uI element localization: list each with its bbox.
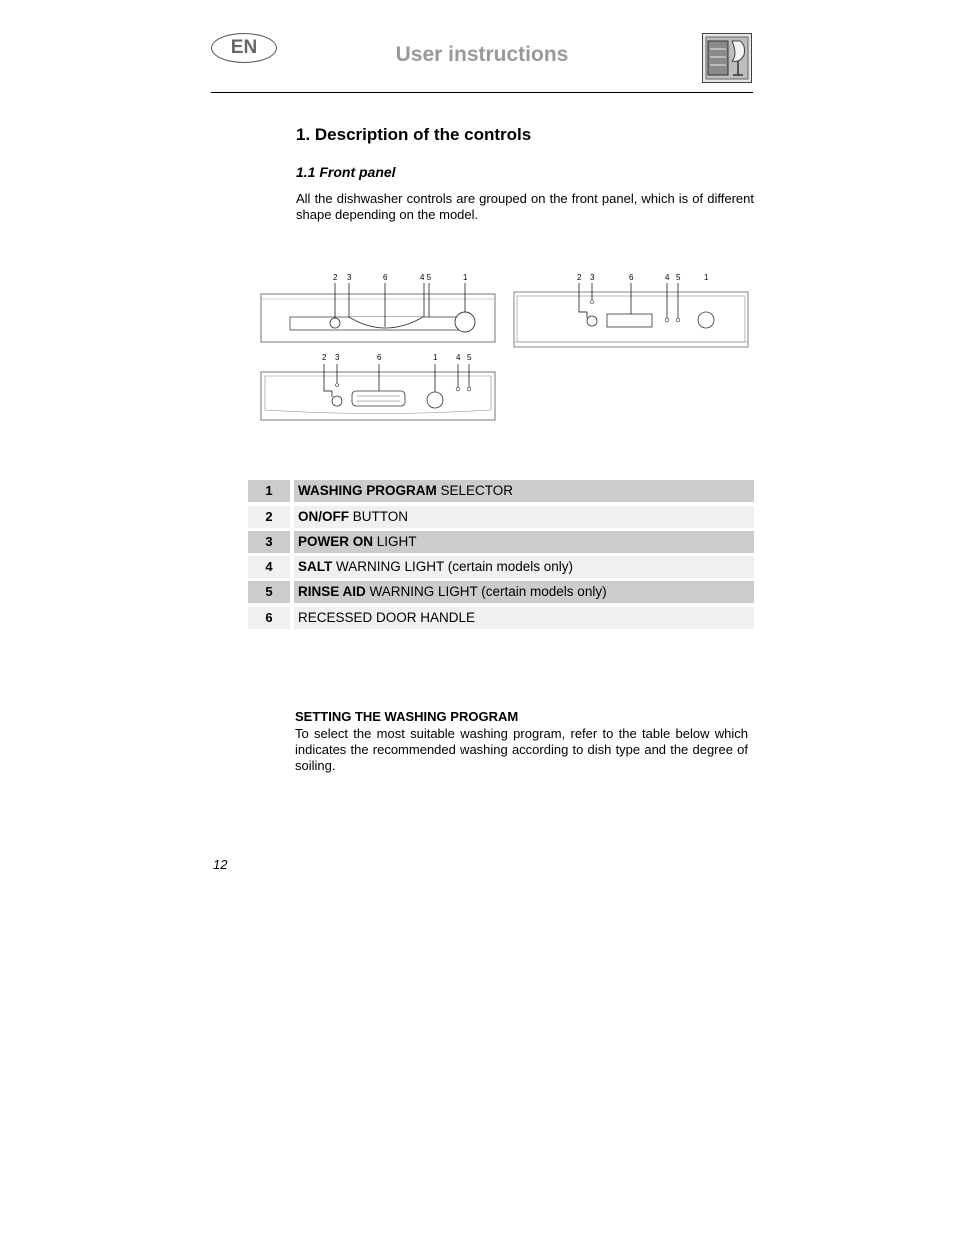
panel-a-label-6: 6 [383, 273, 388, 282]
page-header-title: User instructions [395, 43, 569, 66]
control-number: 6 [248, 607, 290, 629]
control-description: RINSE AID WARNING LIGHT (certain models only) [294, 581, 754, 603]
table-row [248, 607, 754, 629]
panel-c-label-4: 4 [456, 353, 461, 362]
control-number: 2 [248, 506, 290, 528]
control-number: 1 [248, 480, 290, 502]
panel-a-label-1: 1 [463, 273, 468, 282]
control-description: WASHING PROGRAM SELECTOR [294, 480, 754, 502]
table-row [248, 480, 754, 502]
control-number: 5 [248, 581, 290, 603]
control-description: ON/OFF BUTTON [294, 506, 754, 528]
washing-program-title: SETTING THE WASHING PROGRAM [295, 709, 519, 724]
table-row [248, 581, 754, 603]
panel-diagram-b [514, 273, 748, 347]
panel-c-label-6: 6 [377, 353, 382, 362]
panel-a-label-45: 4 5 [420, 273, 432, 282]
front-panel-diagrams [255, 265, 755, 425]
panel-c-label-5: 5 [467, 353, 472, 362]
section-heading: 1. Description of the controls [296, 125, 532, 144]
panel-b-label-6: 6 [629, 273, 634, 282]
panel-diagram-c [261, 353, 495, 420]
intro-paragraph: All the dishwasher controls are grouped on the front panel, which is of different shape depending on the model. [296, 191, 754, 222]
panel-b-label-4: 4 [665, 273, 670, 282]
control-number: 3 [248, 531, 290, 553]
panel-c-label-1: 1 [433, 353, 438, 362]
table-row [248, 506, 754, 528]
page-number: 12 [213, 857, 228, 872]
dishwasher-logo-icon [702, 33, 752, 83]
panel-c-label-2: 2 [322, 353, 327, 362]
table-row [248, 556, 754, 578]
control-description: POWER ON LIGHT [294, 531, 754, 553]
control-number: 4 [248, 556, 290, 578]
table-row [248, 531, 754, 553]
control-description: RECESSED DOOR HANDLE [294, 607, 754, 629]
washing-program-paragraph: To select the most suitable washing program, refer to the table below which indicates the recommended washing according to dish type and the degree of soiling. [295, 726, 748, 773]
panel-b-label-1: 1 [704, 273, 709, 282]
header-divider [211, 92, 753, 93]
panel-b-label-5: 5 [676, 273, 681, 282]
language-badge: EN [211, 33, 277, 63]
panel-diagram-a [261, 273, 495, 342]
subsection-heading: 1.1 Front panel [296, 164, 396, 180]
panel-b-label-2: 2 [577, 273, 582, 282]
control-description: SALT WARNING LIGHT (certain models only) [294, 556, 754, 578]
panel-b-label-3: 3 [590, 273, 595, 282]
panel-a-label-3: 3 [347, 273, 352, 282]
panel-a-label-2: 2 [333, 273, 338, 282]
panel-c-label-3: 3 [335, 353, 340, 362]
